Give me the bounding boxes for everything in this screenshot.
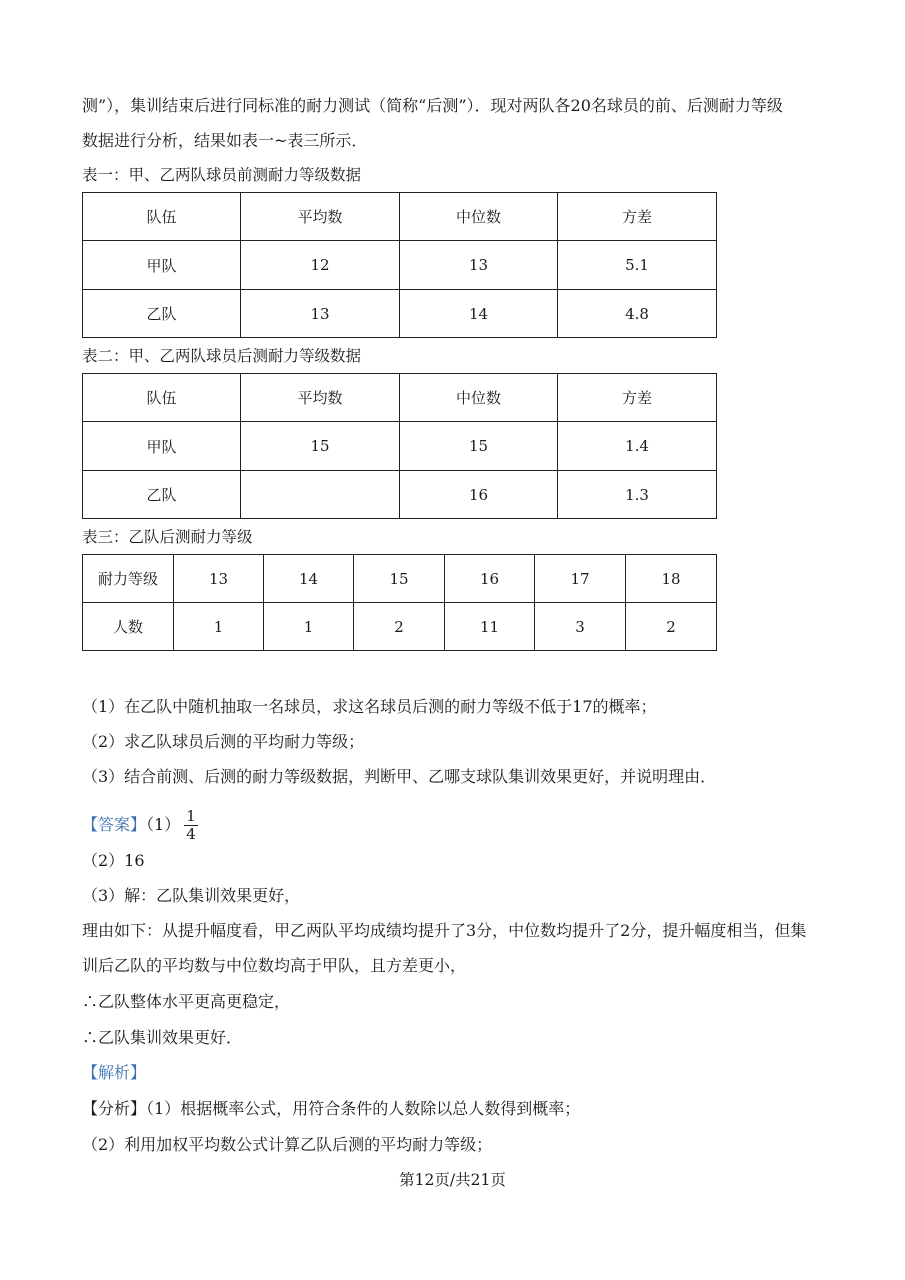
answer-3: （3）解：乙队集训效果更好， <box>82 886 301 905</box>
table1-caption: 表一：甲、乙两队球员前测耐力等级数据 <box>82 166 362 184</box>
answer-tag: 【答案】 <box>82 815 147 834</box>
table2-caption: 表二：甲、乙两队球员后测耐力等级数据 <box>82 347 362 365</box>
answer-line-1 <box>82 805 198 845</box>
table1-cell: 4.8 <box>558 290 717 338</box>
intro-line-1: 测”），集训结束后进行同标准的耐力测试（简称“后测”）．现对两队各20名球员的前、后测耐力等级 <box>82 96 783 115</box>
table1-header: 队伍 <box>83 193 241 241</box>
table2-cell: 乙队 <box>83 471 241 519</box>
table3 <box>82 554 717 651</box>
table-row <box>83 555 717 603</box>
table1-header: 方差 <box>558 193 717 241</box>
table-row <box>83 471 717 519</box>
fraction-numerator: 1 <box>186 807 196 825</box>
question-2: （2）求乙队球员后测的平均耐力等级； <box>82 732 365 751</box>
table1-cell: 乙队 <box>83 290 241 338</box>
table2-cell: 15 <box>400 422 558 471</box>
table2-cell: 甲队 <box>83 422 241 471</box>
table-row <box>83 422 717 471</box>
table2-cell: 16 <box>400 471 558 519</box>
page-number: 第12页/共21页 <box>399 1171 506 1189</box>
table3-caption: 表三：乙队后测耐力等级 <box>82 528 253 546</box>
analysis-line-1 <box>82 1098 580 1120</box>
table-row <box>83 290 717 338</box>
table2 <box>82 373 717 519</box>
table3-cell: 人数 <box>83 603 174 651</box>
table1-cell: 12 <box>241 241 400 290</box>
analysis-line-2: （2）利用加权平均数公式计算乙队后测的平均耐力等级； <box>82 1135 493 1154</box>
table1-cell: 13 <box>241 290 400 338</box>
analysis-text-1: （1）根据概率公式，用符合条件的人数除以总人数得到概率； <box>146 1099 581 1118</box>
question-1: （1）在乙队中随机抽取一名球员，求这名球员后测的耐力等级不低于17的概率； <box>82 697 657 716</box>
table1 <box>82 192 717 338</box>
table-row <box>83 603 717 651</box>
answer-1-prefix: （1） <box>146 815 181 834</box>
answer-2: （2）16 <box>82 851 145 870</box>
table1-header: 中位数 <box>400 193 558 241</box>
table2-header: 平均数 <box>241 374 400 422</box>
table3-cell: 13 <box>174 555 264 603</box>
table2-cell: 1.4 <box>558 422 717 471</box>
table2-header: 方差 <box>558 374 717 422</box>
table-row <box>83 241 717 290</box>
table2-cell: 15 <box>241 422 400 471</box>
fraction-denominator: 4 <box>186 825 196 843</box>
table1-header: 平均数 <box>241 193 400 241</box>
answer-therefore-2: ∴乙队集训效果更好． <box>82 1028 243 1047</box>
table3-cell: 16 <box>445 555 535 603</box>
table1-cell: 甲队 <box>83 241 241 290</box>
table2-header: 队伍 <box>83 374 241 422</box>
table3-cell: 18 <box>626 555 717 603</box>
question-3: （3）结合前测、后测的耐力等级数据，判断甲、乙哪支球队集训效果更好，并说明理由． <box>82 767 717 786</box>
table3-cell: 1 <box>174 603 264 651</box>
table3-cell: 2 <box>354 603 445 651</box>
table2-header-row <box>83 374 717 422</box>
table3-cell: 3 <box>535 603 626 651</box>
answer-reason-2: 训后乙队的平均数与中位数均高于甲队，且方差更小， <box>82 956 467 975</box>
table3-cell: 2 <box>626 603 717 651</box>
table1-cell: 14 <box>400 290 558 338</box>
table1-cell: 13 <box>400 241 558 290</box>
table3-cell: 耐力等级 <box>83 555 174 603</box>
table3-cell: 14 <box>264 555 354 603</box>
answer-therefore-1: ∴乙队整体水平更高更稳定， <box>82 992 291 1011</box>
analysis-tag: 【解析】 <box>82 1063 147 1082</box>
table3-cell: 17 <box>535 555 626 603</box>
intro-line-2: 数据进行分析，结果如表一~表三所示． <box>82 131 368 150</box>
table2-header: 中位数 <box>400 374 558 422</box>
table2-cell-empty <box>241 471 400 519</box>
fenxi-tag: 【分析】 <box>82 1099 147 1118</box>
answer-1-fraction <box>184 808 198 843</box>
answer-reason-1: 理由如下：从提升幅度看，甲乙两队平均成绩均提升了3分，中位数均提升了2分，提升幅度相当，但集 <box>82 921 807 940</box>
table3-cell: 15 <box>354 555 445 603</box>
table2-cell: 1.3 <box>558 471 717 519</box>
table3-cell: 11 <box>445 603 535 651</box>
table1-cell: 5.1 <box>558 241 717 290</box>
table3-cell: 1 <box>264 603 354 651</box>
table1-header-row <box>83 193 717 241</box>
